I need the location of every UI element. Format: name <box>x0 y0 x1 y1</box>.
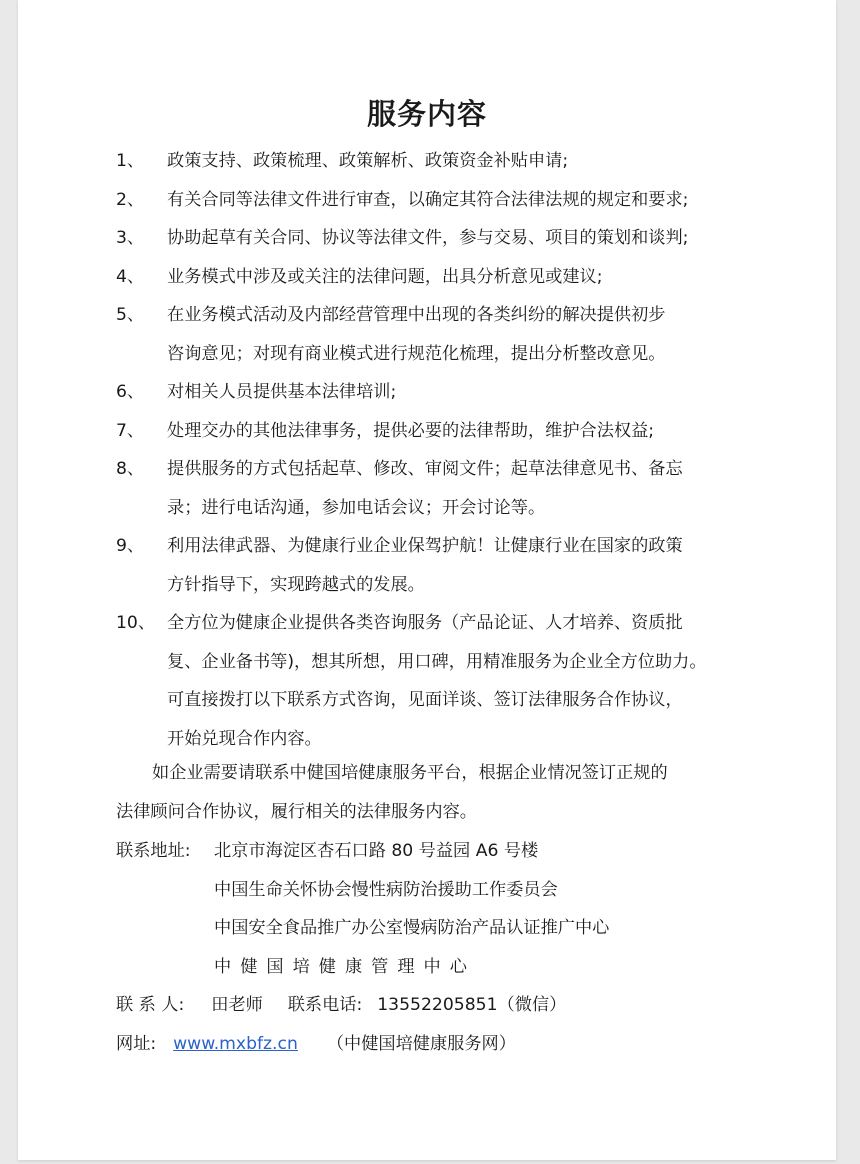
service-list <box>18 142 836 758</box>
item-text: 处理交办的其他法律事务，提供必要的法律帮助，维护合法权益; <box>167 420 655 441</box>
item-text: 有关合同等法律文件进行审查，以确定其符合法律法规的规定和要求; <box>167 189 689 210</box>
website-row <box>116 1025 516 1064</box>
item-text: 录；进行电话沟通，参加电话会议；开会讨论等。 <box>167 497 546 518</box>
paragraph-line: 如企业需要请联系中健国培健康服务平台，根据企业情况签订正规的 <box>152 763 668 783</box>
address-label: 联系地址: <box>116 841 191 861</box>
item-text: 业务模式中涉及或关注的法律问题，出具分析意见或建议; <box>167 266 603 287</box>
person-label: 联 系 人: <box>116 995 185 1015</box>
item-text: 对相关人员提供基本法律培训; <box>167 382 397 402</box>
item-text: 开始兑现合作内容。 <box>167 728 322 749</box>
item-number: 2、 <box>116 189 145 210</box>
page-title: 服务内容 <box>366 97 487 131</box>
item-number: 8、 <box>116 459 145 479</box>
document-page <box>18 0 836 1160</box>
list-item <box>18 604 836 758</box>
item-text: 全方位为健康企业提供各类咨询服务（产品论证、人才培养、资质批 <box>167 613 683 633</box>
list-item <box>18 527 836 604</box>
list-item <box>18 258 836 297</box>
item-text: 方针指导下，实现跨越式的发展。 <box>167 574 425 595</box>
list-item <box>18 412 836 451</box>
address-line: 北京市海淀区杏石口路 80 号益园 A6 号楼 <box>214 841 539 861</box>
address-lines <box>214 832 609 986</box>
item-text: 利用法律武器、为健康行业企业保驾护航！让健康行业在国家的政策 <box>167 536 683 556</box>
item-text: 协助起草有关合同、协议等法律文件，参与交易、项目的策划和谈判; <box>167 228 689 248</box>
item-number: 10、 <box>116 613 156 633</box>
item-number: 7、 <box>116 420 145 441</box>
website-label: 网址: <box>116 1034 157 1054</box>
item-text: 在业务模式活动及内部经营管理中出现的各类纠纷的解决提供初步 <box>167 305 666 325</box>
item-number: 1、 <box>116 151 145 171</box>
list-item <box>18 373 836 412</box>
item-text: 复、企业备书等)，想其所想，用口碑，用精准服务为企业全方位助力。 <box>167 651 707 672</box>
list-item <box>18 142 836 181</box>
item-text: 可直接拨打以下联系方式咨询，见面详谈、签订法律服务合作协议， <box>167 690 683 710</box>
contact-person-row <box>116 986 566 1025</box>
item-number: 5、 <box>116 305 145 325</box>
list-item <box>18 450 836 527</box>
address-line: 中国安全食品推广办公室慢病防治产品认证推广中心 <box>214 918 610 938</box>
website-name: （中健国培健康服务网） <box>326 1034 516 1054</box>
phone-label: 联系电话: <box>287 995 363 1015</box>
item-text: 咨询意见；对现有商业模式进行规范化梳理，提出分析整改意见。 <box>167 343 666 364</box>
list-item <box>18 296 836 373</box>
item-text: 政策支持、政策梳理、政策解析、政策资金补贴申请; <box>167 151 569 171</box>
person-name: 田老师 <box>211 995 263 1015</box>
address-line: 中国生命关怀协会慢性病防治援助工作委员会 <box>214 879 558 900</box>
list-item <box>18 181 836 220</box>
item-number: 3、 <box>116 228 145 248</box>
item-number: 4、 <box>116 266 145 287</box>
website-link[interactable]: www.mxbfz.cn <box>173 1034 298 1054</box>
item-text: 提供服务的方式包括起草、修改、审阅文件；起草法律意见书、备忘 <box>167 459 683 479</box>
list-item <box>18 219 836 258</box>
contact-paragraph <box>116 754 796 831</box>
paragraph-line: 法律顾问合作协议，履行相关的法律服务内容。 <box>116 801 477 822</box>
item-number: 9、 <box>116 536 145 556</box>
address-line: 中健国培健康管理中心 <box>214 956 476 977</box>
item-number: 6、 <box>116 382 145 402</box>
phone-value: 13552205851（微信） <box>377 995 567 1015</box>
